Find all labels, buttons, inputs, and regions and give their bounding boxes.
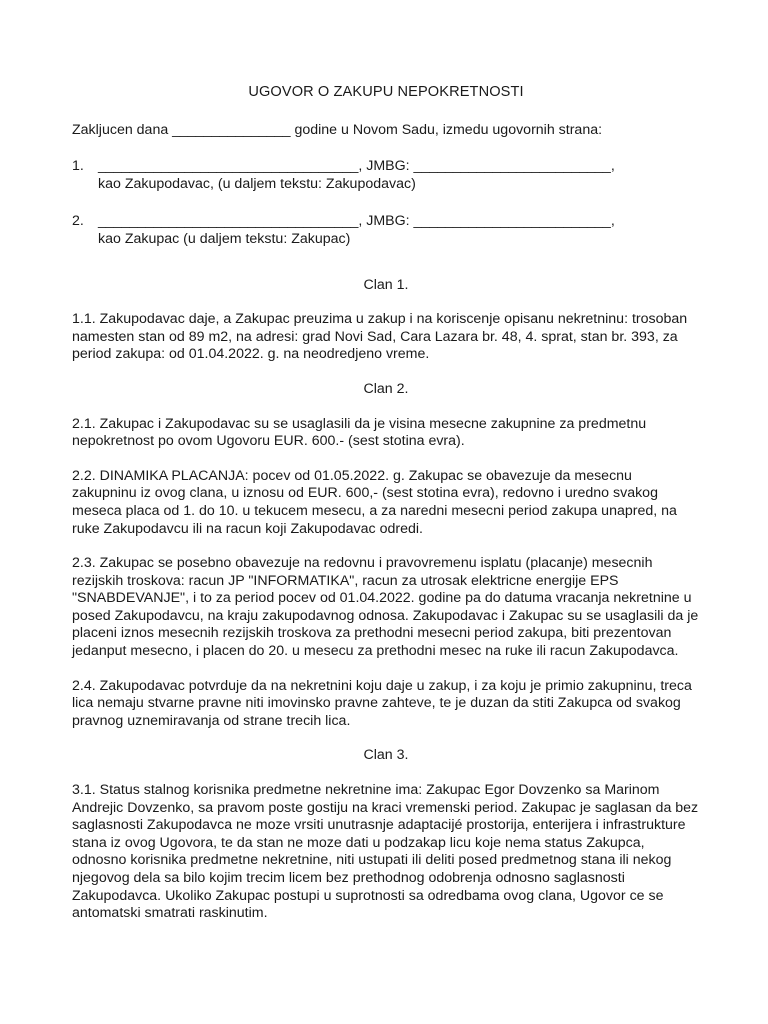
party-2-role: kao Zakupac (u daljem tekstu: Zakupac) xyxy=(98,230,351,247)
contract-page xyxy=(72,84,700,940)
party-1-role: kao Zakupodavac, (u daljem tekstu: Zakupodavac) xyxy=(98,175,416,192)
paragraph-3-1: 3.1. Status stalnog korisnika predmetne nekretnine ima: Zakupac Egor Dovzenko sa Marinom Andrejic Dovzenko, sa pravom poste gostiju na kraci vremenski period. Zakupac je saglasan da bez saglasnosti Zakupodavca ne moze vrsiti unutrasnje adaptacijé prostorija, enterijera i infrastrukture stana iz ovog Ugovora, te da stan ne moze dati u podzakap licu koje nema status Zakupca, odnosno korisnika predmetne nekretnine, niti ustupati ili deliti posed predmetnog stana ili nekog njegovog dela sa bilo kojim trecim licem bez prethodnog odobrenja odnosno saglasnosti Zakupodavca. Ukoliko Zakupac postupi u suprotnosti sa odredbama ovog clana, Ugovor ce se antomatski smatrati raskinutim. xyxy=(72,782,699,922)
section-heading-clan-2: Clan 2. xyxy=(363,380,409,397)
party-2-number: 2. xyxy=(72,213,84,230)
paragraph-2-4: 2.4. Zakupodavac potvrduje da na nekretnini koju daje u zakup, i za koju je primio zakupninu, treca lica nemaju stvarne pravne niti imovinsko pravne zahteve, te je duzan da stiti Zakupca od svakog pravnog uznemiravanja od strane trecih lica. xyxy=(72,677,692,729)
party-1-body xyxy=(98,158,700,193)
paragraph-2-2: 2.2. DINAMIKA PLACANJA: pocev od 01.05.2022. g. Zakupac se obavezuje da mesecnu zakupninu iz ovog clana, u iznosu od EUR. 600,- (sest stotina evra), redovno i uredno svakog meseca placa od 1. do 10. u tekucem mesecu, a za naredni mesecni period zakupa unapred, na ruke Zakupodavcu ili na racun koji Zakupodavac odredi. xyxy=(72,467,677,537)
section-heading-clan-1: Clan 1. xyxy=(363,276,409,293)
party-2-line: _________________________________, JMBG: _________________________, xyxy=(98,213,615,230)
party-2 xyxy=(72,213,700,248)
paragraph-1-1: 1.1. Zakupodavac daje, a Zakupac preuzima u zakup i na koriscenje opisanu nekretninu: trosoban namesten stan od 89 m2, na adresi: grad Novi Sad, Cara Lazara br. 48, 4. sprat, stan br. 393, za period zakupa: od 01.04.2022. g. na neodredjeno vreme. xyxy=(72,311,688,363)
party-1-line: _________________________________, JMBG: _________________________, xyxy=(98,158,615,175)
party-2-body xyxy=(98,213,700,248)
party-1-number: 1. xyxy=(72,158,84,175)
party-1 xyxy=(72,158,700,193)
section-heading-clan-3: Clan 3. xyxy=(363,747,409,764)
intro-paragraph: Zakljucen dana _______________ godine u Novom Sadu, izmedu ugovornih strana: xyxy=(72,121,603,138)
paragraph-2-3: 2.3. Zakupac se posebno obavezuje na redovnu i pravovremenu isplatu (placanje) mesecnih rezijskih troskova: racun JP "INFORMATIKA", racun za utrosak elektricne energije EPS "SNABDEVANJE", i to za period pocev od 01.04.2022. godine pa do datuma vracanja nekretnine u posed Zakupodavcu, na kraju zakupodavnog odnosa. Zakupodavac i Zakupac su se usaglasili da je placeni iznos mesecnih rezijskih troskova za prethodni mesecni period zakupa, biti prezentovan jedanput mesecno, i placen do 20. u mesecu za prethodni mesec na ruke ili racun Zakupodavca. xyxy=(72,555,699,660)
document-title: UGOVOR O ZAKUPU NEPOKRETNOSTI xyxy=(248,84,524,100)
paragraph-2-1: 2.1. Zakupac i Zakupodavac su se usaglasili da je visina mesecne zakupnine za predmetnu nepokretnost po ovom Ugovoru EUR. 600.- (sest stotina evra). xyxy=(72,415,647,450)
